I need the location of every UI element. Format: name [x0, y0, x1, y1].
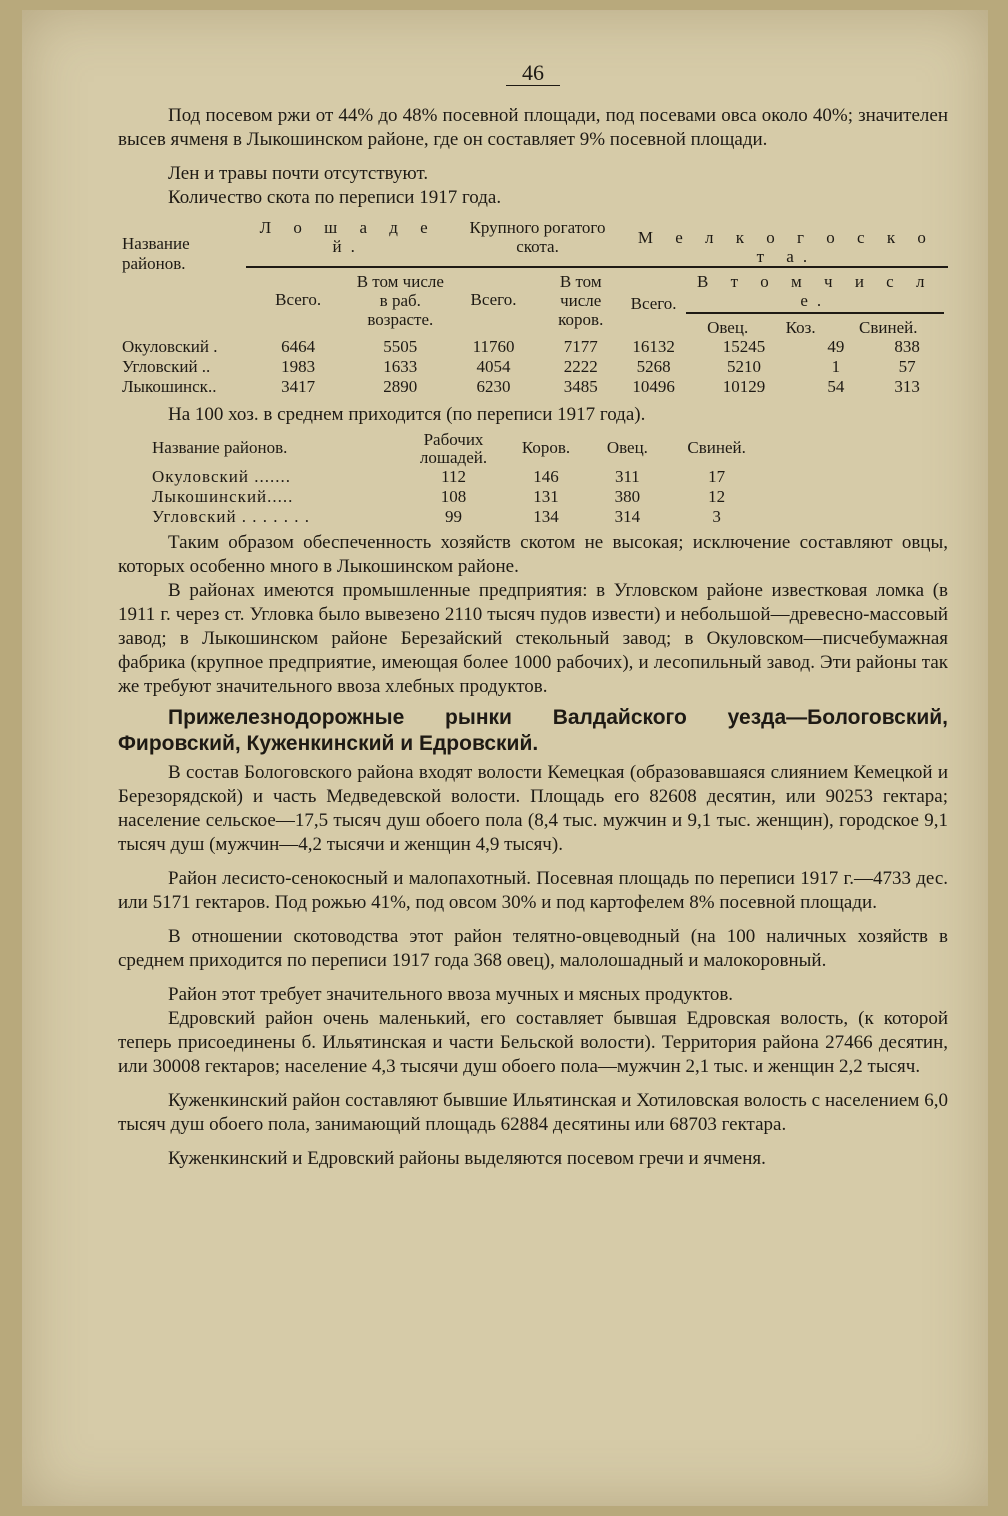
col-horses-working: В том числе в раб. возрасте. — [356, 272, 444, 329]
page-number: 46 — [118, 60, 948, 86]
col-sheep: Овец. — [707, 318, 749, 337]
table-row: Угловский . . . . . . . 99 134 314 3 — [152, 507, 721, 526]
col-small-livestock: М е л к о г о с к о т а. — [637, 228, 935, 266]
paragraph-kuzhenkino: Куженкинский район составляют бывшие Ильятинская и Хотиловская волость с населением 6,0 тысяч душ обоего пола, занимающий площадь 62884 десятины или 68703 гектара. — [118, 1090, 948, 1135]
paragraph-import: Район этот требует значительного ввоза мучных и мясных продуктов. — [168, 984, 734, 1005]
col-pigs: Свиней. — [687, 438, 746, 457]
col-district-name: Название районов. — [122, 234, 190, 273]
col-pigs: Свиней. — [859, 318, 918, 337]
paragraph-bologoe: В состав Бологовского района входят волости Кемецкая (образовавшаяся слиянием Кемецкой и Березорядской) и часть Медведевской волости. Площадь его 82608 десятин, или 90253 гектара; население сельское—17,5 тысяч душ обоего пола (8,4 тыс. мужчин и 9,1 тыс. женщин), городское 9,1 тысяч душ (мужчин—4,2 тысячи и женщин 4,9 тысяч). — [118, 762, 948, 855]
paragraph-edrovo: Едровский район очень маленький, его составляет бывшая Едровская волость, (к которой теперь присоединены б. Ильятинская и части Бельской волости). Территория района 27466 десятин, или 30008 гектаров; население 4,3 тысячи душ обоего пола—мужчин 2,1 тыс. и женщин 2,2 тысяч. — [118, 1008, 948, 1077]
col-cattle-total: Всего. — [470, 290, 517, 309]
col-sheep: Овец. — [606, 438, 648, 457]
col-horses: Л о ш а д е й. — [259, 218, 437, 256]
col-goats: Коз. — [785, 318, 816, 337]
col-including-group — [682, 272, 948, 337]
col-cattle: Крупного рогатого скота. — [469, 218, 606, 256]
table-row: Лыкошинск.. 3417 2890 6230 3485 10496 10129 54 313 — [122, 377, 920, 396]
per-100-table — [148, 431, 768, 527]
paragraph-livestock-title: Количество скота по переписи 1917 года. — [168, 187, 502, 208]
book-page — [22, 10, 988, 1506]
section-heading: Прижелезнодорожные рынки Валдайского уезда—Бологовский, Фировский, Куженкинский и Едровский. — [118, 706, 948, 755]
col-cows: Коров. — [521, 438, 571, 457]
paragraph-per-100: На 100 хоз. в среднем приходится (по переписи 1917 года). — [168, 404, 646, 425]
paragraph-thus: Таким образом обеспеченность хозяйств скотом не высокая; исключение составляют овцы, которых особенно много в Лыкошинском районе. — [118, 532, 948, 577]
paragraph-flax: Лен и травы почти отсутствуют. — [168, 163, 429, 184]
paragraph-last: Куженкинский и Едровский районы выделяются посевом гречи и ячменя. — [168, 1148, 766, 1169]
table-row: Окуловский ....... 112 146 311 17 — [152, 467, 726, 486]
col-horses-total: Всего. — [275, 290, 322, 309]
col-cows: В том числе коров. — [558, 272, 604, 329]
paragraph-rye: Под посевом ржи от 44% до 48% посевной площади, под посевами овса около 40%; значителен высев ячменя в Лыкошинском районе, где он составляет 9% посевной площади. — [118, 105, 948, 150]
col-including: В т о м ч и с л е. — [697, 272, 934, 310]
paragraph-cattle: В отношении скотоводства этот район телятно-овцеводный (на 100 наличных хозяйств в среднем приходится по переписи 1917 года 368 овец), малолошадный и малокоровный. — [118, 926, 948, 971]
table-row: Угловский .. 1983 1633 4054 2222 5268 5210 1 57 — [122, 357, 916, 376]
col-work-horses: Рабочих лошадей. — [419, 430, 488, 467]
page-content — [118, 60, 948, 1171]
paragraph-industry: В районах имеются промышленные предприятия: в Угловском районе известковая ломка (в 1911 г. через ст. Угловка было вывезено 2110 тысяч пудов извести) и небольшой—древесно-массовый завод; в Лыкошинском районе Березайский стекольный завод; в Окуловском—писчебумажная фабрика (крупное предприятие, имеющая более 1000 рабочих), и лесопильный завод. Эти районы так же требуют значительного ввоза хлебных продуктов. — [118, 580, 948, 697]
col-district-name: Название районов. — [152, 438, 288, 457]
paragraph-forest: Район лесисто-сенокосный и малопахотный. Посевная площадь по переписи 1917 г.—4733 дес. или 5171 гектаров. Под рожью 41%, под овсом 30% и под картофелем 8% посевной площади. — [118, 868, 948, 913]
livestock-table — [118, 218, 948, 397]
col-small-total: Всего. — [630, 294, 677, 313]
table-row: Лыкошинский..... 108 131 380 12 — [152, 487, 726, 506]
table-row: Окуловский . 6464 5505 11760 7177 16132 15245 49 838 — [122, 337, 920, 356]
